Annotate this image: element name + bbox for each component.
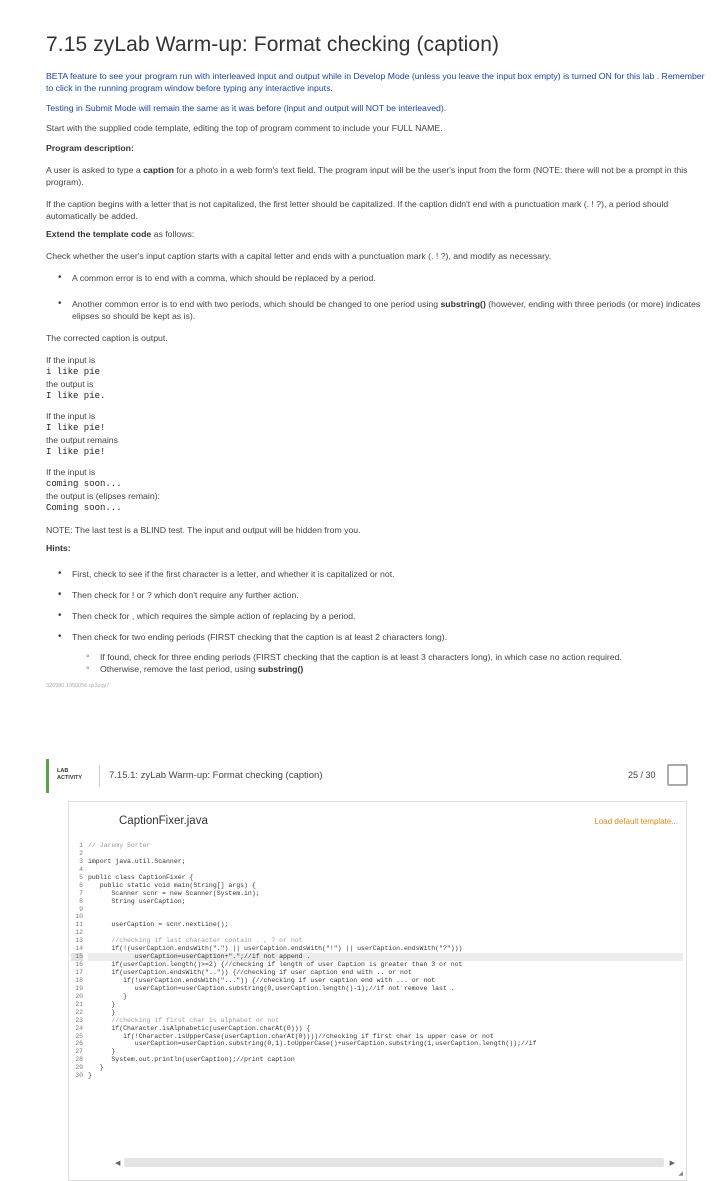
lab-score: 25 / 30: [628, 770, 656, 780]
line-number: 8: [79, 897, 83, 905]
example-output-label: the output is (elipses remain):: [46, 491, 160, 501]
hints-heading: Hints:: [46, 543, 71, 553]
lab-tag: [57, 768, 82, 782]
example-input: I like pie!: [46, 423, 106, 433]
scroll-right-icon[interactable]: ▶: [669, 1160, 675, 1167]
line-number: 26: [75, 1040, 83, 1048]
code-line[interactable]: String userCaption;: [88, 897, 186, 905]
scrollbar-thumb[interactable]: [124, 1158, 664, 1167]
beta-notice: [46, 70, 706, 94]
lab-header: [46, 759, 692, 793]
code-line[interactable]: if(userCaption.endsWith("..")) {//checking if user caption end with .. or not: [88, 969, 412, 976]
line-number: 15: [71, 953, 83, 961]
line-number: 11: [75, 921, 83, 929]
line-number: 12: [75, 929, 83, 937]
code-line[interactable]: userCaption=userCaption.substring(0,1).toUpperCase()+userCaption.substring(1,userCaption.length());//if: [88, 1040, 537, 1048]
extend-template-line: [46, 228, 706, 240]
line-number: 25: [75, 1032, 83, 1040]
testing-notice: [46, 102, 706, 114]
line-number: 21: [75, 1000, 83, 1008]
code-line[interactable]: [88, 913, 683, 921]
line-number: 24: [75, 1024, 83, 1032]
line-number: 4: [79, 865, 83, 873]
caption-keyword: caption: [143, 165, 174, 175]
hints-list: [58, 568, 706, 675]
example-output-label: the output is: [46, 379, 94, 389]
line-number: 5: [79, 873, 83, 881]
desc-1a: A user is asked to type a: [46, 165, 144, 175]
testing-text-2: will remain the same as it was before (input and output will: [136, 103, 366, 113]
code-line[interactable]: import java.util.Scanner;: [88, 857, 186, 865]
line-number: 22: [75, 1008, 83, 1016]
code-line[interactable]: }: [88, 992, 128, 1000]
example-2: [46, 410, 706, 458]
lab-tag-line-2: ACTIVITY: [57, 775, 83, 781]
example-input: coming soon...: [46, 479, 122, 489]
resize-handle-icon[interactable]: ◢: [678, 1171, 683, 1177]
extend-bold: Extend the template code: [46, 229, 152, 239]
code-line[interactable]: }: [88, 1008, 116, 1016]
hint-item: • First, check to see if the first character is a letter, and whether it is capitalized or not.: [58, 568, 706, 580]
code-line[interactable]: public static void main(String[] args) {: [88, 881, 256, 889]
load-default-template-link[interactable]: Load default template...: [594, 817, 678, 826]
code-line[interactable]: userCaption=userCaption.substring(0,userCaption.length()-1);//if not remove last .: [88, 984, 455, 992]
line-number: 29: [75, 1064, 83, 1072]
completion-checkbox-icon: [667, 764, 688, 786]
hint-item: • Then check for , which requires the simple action of replacing by a period.: [58, 610, 706, 622]
line-number: 3: [79, 857, 83, 865]
code-line[interactable]: Scanner scnr = new Scanner(System.in);: [88, 889, 260, 897]
hint-item: • Then check for ! or ? which don't require any further action.: [58, 589, 706, 601]
example-input-label: If the input is: [46, 411, 96, 421]
scroll-left-icon[interactable]: ◀: [115, 1160, 121, 1167]
code-line[interactable]: [88, 850, 683, 858]
line-number: 6: [79, 881, 83, 889]
line-number: 28: [75, 1056, 83, 1064]
line-number: 9: [79, 905, 83, 913]
substring-keyword: substring(): [257, 664, 304, 674]
testing-text-1: Testing in: [46, 103, 86, 113]
code-line[interactable]: // Jaremy Sorter: [88, 842, 151, 849]
content-id: 326980.1950056.qx3zqy7: [46, 683, 110, 689]
line-number: 14: [75, 945, 83, 953]
program-description-heading: Program description:: [46, 143, 134, 153]
code-line[interactable]: }: [88, 1064, 104, 1072]
example-input-label: If the input is: [46, 467, 96, 477]
line-number: 16: [75, 961, 83, 969]
hint-subitem: [86, 663, 706, 675]
submit-mode-text: Submit Mode: [85, 103, 137, 113]
description-paragraph-1: [46, 164, 706, 188]
desc-1b: for a photo in a web form's text field. The program input will be the user's input from the form (NOTE: there will not be a prompt in this program).: [46, 165, 688, 187]
code-line[interactable]: if(!(userCaption.endsWith(".") || userCaption.endsWith("!") || userCaption.endsWith("?"))): [88, 945, 463, 953]
file-name: CaptionFixer.java: [119, 815, 208, 827]
example-input-label: If the input is: [46, 355, 96, 365]
example-input: i like pie: [46, 367, 101, 377]
beta-text-2: (unless you leave the input box empty) is turned ON for this lab . Remember to click in the running program window before typing any interactive inputs.: [46, 71, 705, 93]
corrected-output-line: The corrected caption is output.: [46, 333, 168, 343]
code-line[interactable]: }: [88, 1072, 92, 1080]
line-number: 27: [75, 1048, 83, 1056]
line-number: 13: [75, 937, 83, 945]
blind-test-note: NOTE: The last test is a BLIND test. The input and output will be hidden from you.: [46, 525, 361, 535]
code-line[interactable]: if(Character.isAlphabetic(userCaption.charAt(0))) {: [88, 1024, 311, 1032]
header-divider: [99, 765, 100, 787]
sub-2a: Otherwise, remove the last period, using: [100, 664, 258, 674]
code-editor-panel: [68, 801, 687, 1181]
lab-activity: [46, 759, 692, 1181]
substring-keyword: substring(): [440, 299, 486, 309]
code-line[interactable]: if(!Character.isUpperCase(userCaption.charAt(0))))//checking if first char is upper case or not: [88, 1032, 494, 1040]
hint-item: [58, 631, 706, 675]
line-number: 7: [79, 889, 83, 897]
code-line[interactable]: }: [88, 1048, 116, 1056]
beta-text-1: BETA feature to see your program run with interleaved input and output while in: [46, 71, 354, 81]
line-number: 30: [75, 1072, 83, 1080]
bullet-2b: (however, ending with three periods (or more) indicates elipses so should be kept as is).: [72, 299, 701, 321]
requirement-item: • A common error is to end with a comma, which should be replaced by a period.: [58, 272, 706, 284]
description-paragraph-2: If the caption begins with a letter that is not capitalized, the first letter should be capitalized. If the caption didn't end with a punctuation mark (. ! ?), a period should automatically be added.: [46, 199, 669, 221]
code-line[interactable]: [88, 906, 683, 914]
hint-4-text: Then check for two ending periods (FIRST checking that the caption is at least 2 characters long).: [72, 632, 448, 642]
line-number: 10: [75, 913, 83, 921]
line-number: 2: [79, 849, 83, 857]
example-3: [46, 466, 706, 514]
requirement-item: [58, 298, 706, 322]
line-number-gutter: [71, 842, 83, 1080]
hint-sublist: [86, 651, 706, 675]
line-number: 1: [79, 842, 83, 849]
example-1: [46, 354, 706, 402]
line-number: 18: [75, 976, 83, 984]
code-line[interactable]: userCaption = scnr.nextLine();: [88, 921, 229, 929]
code-line[interactable]: }: [88, 1000, 116, 1008]
lab-tag-line-1: LAB: [57, 768, 69, 774]
code-line[interactable]: //checking if last character contain . , ? or not: [88, 937, 303, 945]
code-editor[interactable]: [71, 842, 683, 1144]
page-title: 7.15 zyLab Warm-up: Format checking (caption): [46, 33, 500, 56]
extend-rest: as follows:: [151, 229, 195, 239]
example-output: I like pie.: [46, 391, 106, 401]
not-text: NOT: [365, 103, 384, 113]
requirement-list: [58, 272, 706, 322]
testing-text-3: be interleaved).: [383, 103, 447, 113]
line-number: 20: [75, 992, 83, 1000]
code-line[interactable]: public class CaptionFixer {: [88, 873, 194, 881]
code-lines[interactable]: [88, 842, 683, 1080]
example-output: Coming soon...: [46, 503, 122, 513]
line-number: 19: [75, 984, 83, 992]
line-number: 23: [75, 1016, 83, 1024]
example-output: I like pie!: [46, 447, 106, 457]
check-instruction: Check whether the user's input caption starts with a capital letter and ends with a punctuation mark (. ! ?), and modify as necessary.: [46, 251, 552, 261]
code-line[interactable]: System.out.println(userCaption);//print caption: [88, 1056, 295, 1064]
horizontal-scrollbar[interactable]: [109, 1157, 679, 1168]
hint-subitem: ◦ If found, check for three ending periods (FIRST checking that the caption is at least 3 characters long), in which case no action required.: [86, 651, 706, 663]
code-line[interactable]: if(!userCaption.endsWith("...")) {//checking if user caption end with ... or not: [88, 976, 436, 984]
develop-mode-text: Develop Mode: [353, 71, 410, 81]
code-line[interactable]: userCaption=userCaption+".";//if not append .: [88, 953, 683, 961]
lab-title: 7.15.1: zyLab Warm-up: Format checking (caption): [109, 770, 323, 781]
code-line[interactable]: //checking if first char is alphabet or not: [88, 1016, 280, 1024]
code-line[interactable]: [88, 866, 683, 874]
line-number: 17: [75, 969, 83, 976]
bullet-2a: Another common error is to end with two periods, which should be changed to one period using: [72, 299, 441, 309]
start-instruction: Start with the supplied code template, editing the top of program comment to include your FULL NAME.: [46, 123, 443, 133]
example-output-label: the output remains: [46, 435, 118, 445]
code-line[interactable]: if(userCaption.length()>=2) {//checking if length of user Caption is greater than 3 or not: [88, 961, 463, 969]
code-line[interactable]: [88, 929, 683, 937]
lab-description: [46, 30, 706, 693]
